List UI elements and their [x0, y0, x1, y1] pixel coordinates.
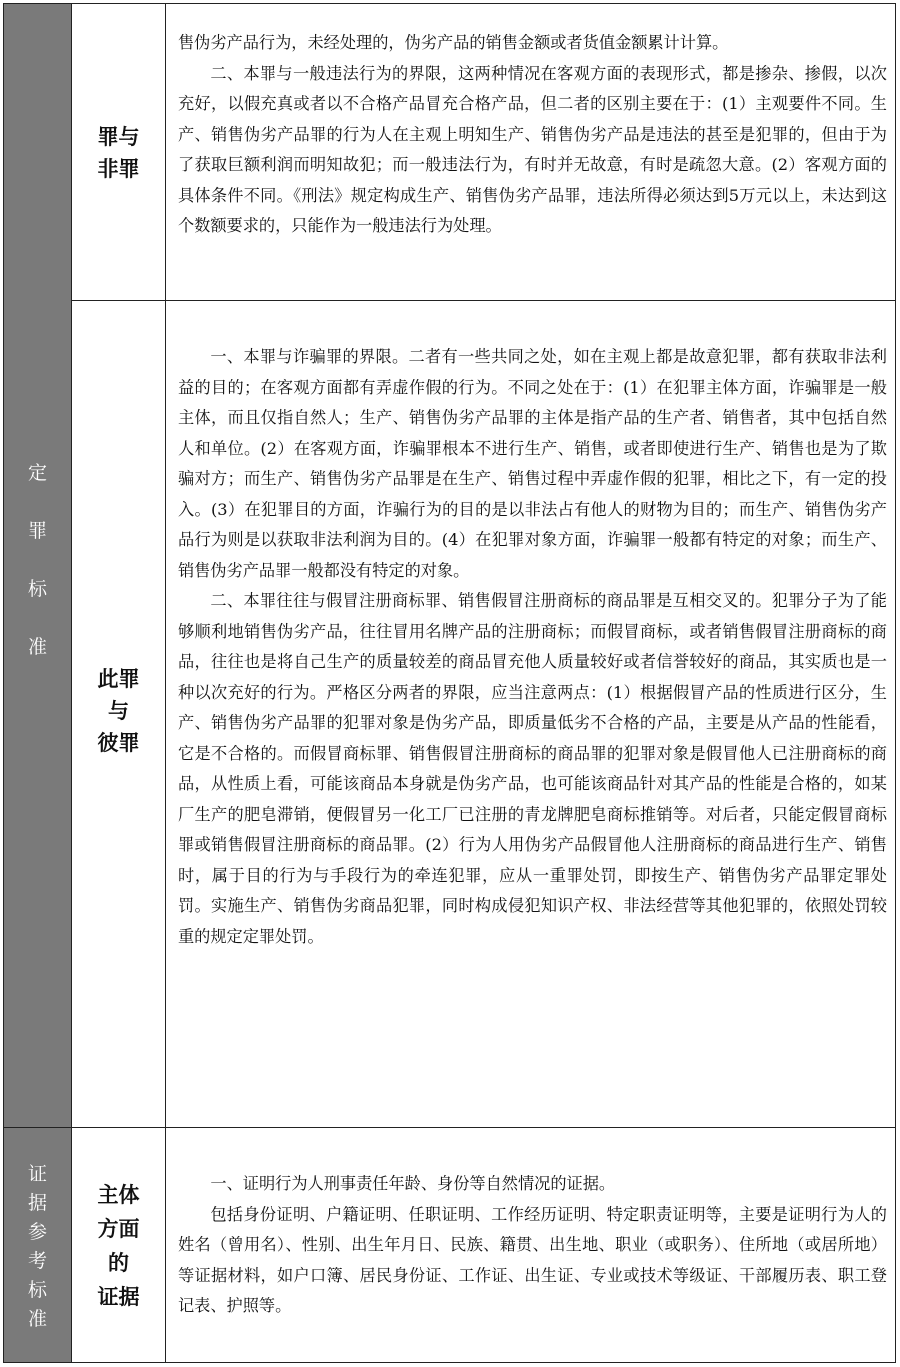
criteria-table — [3, 3, 896, 1363]
row-content — [166, 4, 895, 300]
side-char: 证 — [27, 1163, 47, 1185]
row-label: 主体 方面 的 证据 — [97, 1183, 140, 1309]
side-header-text — [4, 1160, 71, 1334]
row-label: 罪与 非罪 — [97, 125, 140, 181]
row-label: 此罪 与 彼罪 — [97, 667, 140, 755]
row-this-crime-vs-other — [72, 301, 895, 1128]
row-label-cell — [72, 4, 166, 300]
row-label-cell — [72, 1128, 166, 1362]
side-header-evidence-criteria — [4, 1128, 72, 1362]
side-char: 罪 — [27, 520, 47, 542]
row-content — [166, 1128, 895, 1362]
side-char: 标 — [27, 578, 47, 600]
paragraph: 二、本罪往往与假冒注册商标罪、销售假冒注册商标的商品罪是互相交叉的。犯罪分子为了能够顺利地销售伪劣产品，往往冒用名牌产品的注册商标；而假冒商标，或者销售假冒注册商标的商品，往往也是将自己生产的质量较差的商品冒充他人质量较好或者信誉较好的商品，其实质也是一种以次充好的行为。严格区分两者的界限，应当注意两点：(1）根据假冒产品的性质进行区分，生产、销售伪劣产品罪的犯罪对象是伪劣产品，即质量低劣不合格的产品，主要是从产品的性能看，它是不合格的。而假冒商标罪、销售假冒注册商标的商品罪的犯罪对象是假冒他人已注册商标的商品，从性质上看，可能该商品本身就是伪劣产品，也可能该商品针对其产品的性能是合格的，如某厂生产的肥皂滞销，便假冒另一化工厂已注册的青龙牌肥皂商标推销等。对后者，只能定假冒商标罪或销售假冒注册商标的商品罪。(2）行为人用伪劣产品假冒他人注册商标的商品进行生产、销售时，属于目的行为与手段行为的牵连犯罪，应从一重罪处罚，即按生产、销售伪劣产品罪定罪处罚。实施生产、销售伪劣商品犯罪，同时构成侵犯知识产权、非法经营等其他犯罪的，依照处罚较重的规定定罪处罚。 — [178, 591, 887, 946]
side-header-text — [4, 444, 71, 676]
paragraph: 包括身份证明、户籍证明、任职证明、工作经历证明、特定职责证明等，主要是证明行为人的姓名（曾用名）、性别、出生年月日、民族、籍贯、出生地、职业（或职务）、住所地（或居所地）等证据材料，如户口簿、居民身份证、工作证、出生证、专业或技术等级证、干部履历表、职工登记表、护照等。 — [178, 1204, 887, 1315]
section-conviction-criteria — [4, 4, 895, 1128]
row-label-cell — [72, 301, 166, 1128]
side-char: 参 — [27, 1221, 47, 1243]
row-crime-vs-noncrime — [72, 4, 895, 301]
paragraph: 售伪劣产品行为，未经处理的，伪劣产品的销售金额或者货值金额累计计算。 — [178, 33, 729, 52]
side-header-conviction-criteria — [4, 4, 72, 1127]
side-char: 标 — [27, 1279, 47, 1301]
side-char: 考 — [27, 1250, 47, 1272]
paragraph: 一、证明行为人刑事责任年龄、身份等自然情况的证据。 — [210, 1174, 616, 1193]
side-char: 准 — [27, 636, 47, 658]
paragraph: 一、本罪与诈骗罪的界限。二者有一些共同之处，如在主观上都是故意犯罪，都有获取非法利益的目的；在客观方面都有弄虚作假的行为。不同之处在于：(1）在犯罪主体方面，诈骗罪是一般主体，而且仅指自然人；生产、销售伪劣产品罪的主体是指产品的生产者、销售者，其中包括自然人和单位。(2）在客观方面，诈骗罪根本不进行生产、销售，或者即使进行生产、销售也是为了欺骗对方；而生产、销售伪劣产品罪是在生产、销售过程中弄虚作假的犯罪，相比之下，有一定的投入。(3）在犯罪目的方面，诈骗行为的目的是以非法占有他人的财物为目的；而生产、销售伪劣产品行为则是以获取非法利润为目的。(4）在犯罪对象方面，诈骗罪一般都有特定的对象；而生产、销售伪劣产品罪一般都没有特定的对象。 — [178, 347, 887, 580]
section-evidence-reference-criteria — [4, 1128, 895, 1362]
paragraph: 二、本罪与一般违法行为的界限，这两种情况在客观方面的表现形式，都是掺杂、掺假，以次充好，以假充真或者以不合格产品冒充合格产品，但二者的区别主要在于：(1）主观要件不同。生产、销售伪劣产品罪的行为人在主观上明知生产、销售伪劣产品是违法的甚至是犯罪的，但由于为了获取巨额利润而明知故犯；而一般违法行为，有时并无故意，有时是疏忽大意。(2）客观方面的具体条件不同。《刑法》规定构成生产、销售伪劣产品罪，违法所得必须达到5万元以上，未达到这个数额要求的，只能作为一般违法行为处理。 — [178, 63, 887, 235]
row-content — [166, 301, 895, 1128]
row-subject-evidence — [72, 1128, 895, 1362]
side-char: 据 — [27, 1192, 47, 1214]
side-char: 定 — [27, 462, 47, 484]
side-char: 准 — [27, 1308, 47, 1330]
